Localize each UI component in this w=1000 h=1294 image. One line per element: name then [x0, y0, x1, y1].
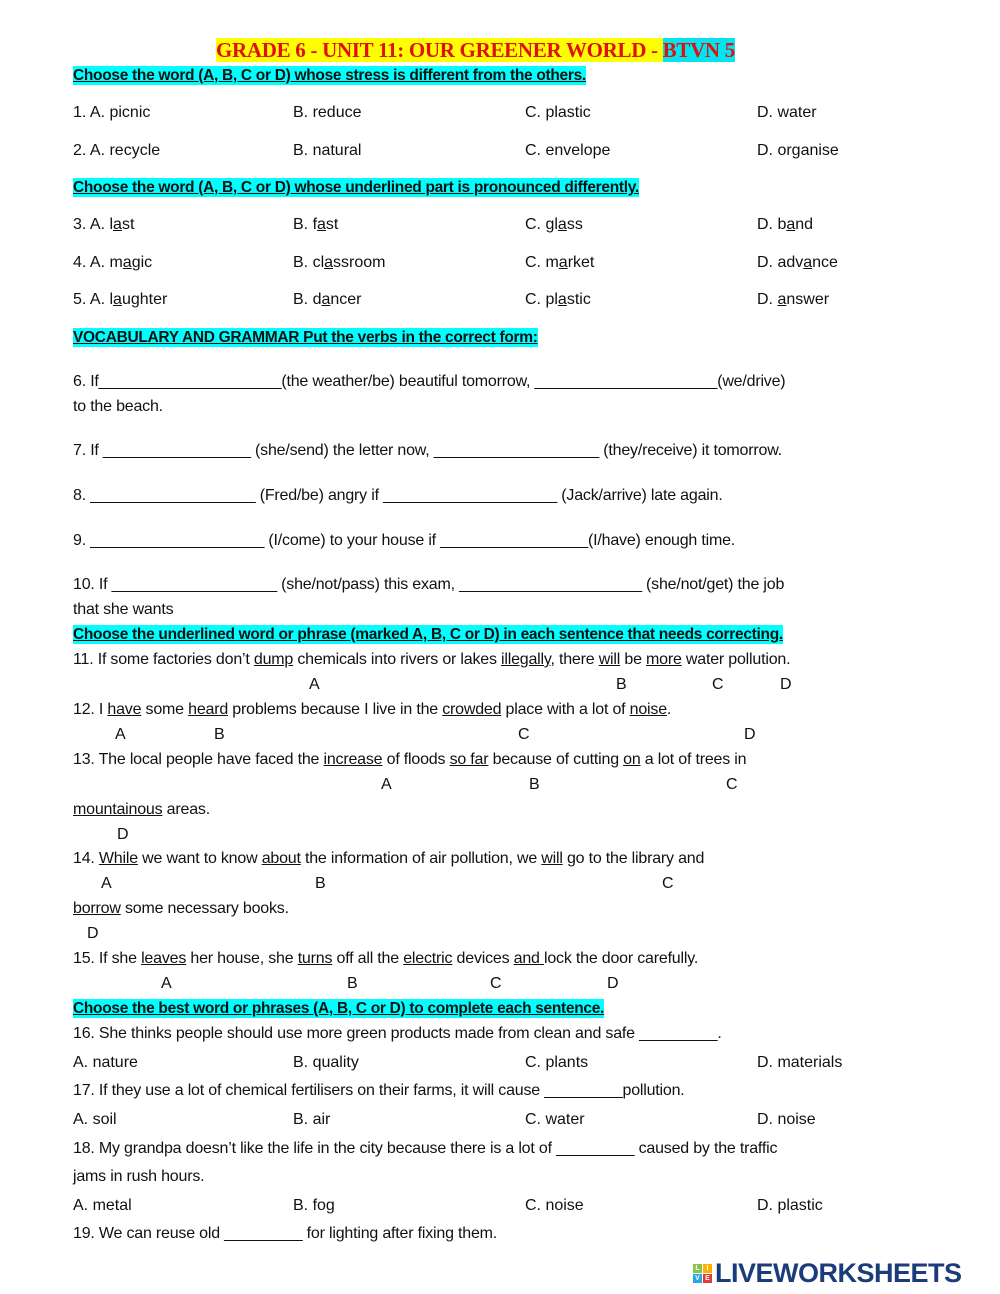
- option: B. quality: [293, 1054, 359, 1071]
- section-heading-error: Choose the underlined word or phrase (marked A, B, C or D) in each sentence that needs correcting.: [73, 626, 783, 643]
- underlined-part: borrow: [73, 900, 121, 917]
- text-part: of floods: [382, 751, 450, 768]
- text-part: chemicals into rivers or lakes: [293, 651, 501, 668]
- text-part: because of cutting: [488, 751, 624, 768]
- text-part: stic: [566, 291, 591, 308]
- underlined-part: a: [113, 291, 122, 308]
- question-13: [73, 750, 746, 770]
- letter-c: C: [518, 726, 530, 743]
- option: [757, 215, 813, 235]
- section-heading-choice: Choose the best word or phrases (A, B, C or D) to complete each sentence.: [73, 1000, 605, 1017]
- text-part: go to the library and: [562, 850, 705, 867]
- letter-c: C: [490, 975, 502, 992]
- text-part: nce: [812, 254, 838, 271]
- text-part: problems because I live in the: [228, 701, 443, 718]
- option: B. fog: [293, 1197, 335, 1214]
- underlined-part: crowded: [442, 701, 502, 718]
- option: D. plastic: [757, 1197, 823, 1214]
- option: [757, 253, 838, 273]
- underlined-part: so far: [449, 751, 489, 768]
- text-part: water pollution.: [681, 651, 791, 668]
- underlined-part: a: [557, 216, 567, 233]
- option: [293, 290, 362, 310]
- option: 2. A. recycle: [73, 142, 161, 159]
- option: [73, 290, 167, 310]
- option: 1. A. picnic: [73, 104, 151, 121]
- liveworksheets-logo: [693, 1258, 962, 1289]
- text-part: D. b: [757, 216, 787, 233]
- option: C. plants: [525, 1054, 589, 1071]
- option: A. nature: [73, 1054, 138, 1071]
- underlined-part: a: [122, 254, 132, 271]
- text-part: .: [666, 701, 672, 718]
- option: D. water: [757, 104, 817, 121]
- text-part: some: [141, 701, 189, 718]
- letter-c: C: [726, 776, 738, 793]
- question-12: [73, 700, 671, 720]
- text-part: lock the door carefully.: [543, 950, 699, 967]
- text-part: ncer: [330, 291, 362, 308]
- option: D. materials: [757, 1054, 843, 1071]
- text-part: ss: [566, 216, 583, 233]
- section-heading-stress: Choose the word (A, B, C or D) whose stress is different from the others.: [73, 67, 586, 84]
- underlined-part: increase: [323, 751, 383, 768]
- option: D. noise: [757, 1111, 816, 1128]
- text-part: 11. If some factories don’t: [73, 651, 254, 668]
- text-part: D. adv: [757, 254, 804, 271]
- letter-a: A: [381, 776, 392, 793]
- option: [293, 215, 338, 235]
- text-part: C. pl: [525, 291, 558, 308]
- question-14-cont: [73, 899, 289, 919]
- option: B. natural: [293, 142, 362, 159]
- option: D. organise: [757, 142, 839, 159]
- question-10-cont: that she wants: [73, 601, 174, 618]
- text-part: place with a lot of: [501, 701, 630, 718]
- question-18-cont: jams in rush hours.: [73, 1168, 205, 1185]
- question-18: 18. My grandpa doesn’t like the life in the city because there is a lot of _________ caused by the traffic: [73, 1140, 778, 1157]
- underlined-part: heard: [188, 701, 229, 718]
- letter-d: D: [780, 676, 792, 693]
- letter-b: B: [616, 676, 627, 693]
- underlined-part: more: [646, 651, 682, 668]
- letter-a: A: [101, 875, 112, 892]
- text-part: we want to know: [137, 850, 262, 867]
- text-part: 14.: [73, 850, 99, 867]
- underlined-part: leaves: [141, 950, 187, 967]
- letter-b: B: [347, 975, 358, 992]
- letter-a: A: [309, 676, 320, 693]
- underlined-part: a: [317, 216, 326, 233]
- underlined-part: a: [113, 216, 122, 233]
- underlined-part: a: [558, 254, 568, 271]
- text-part: rket: [567, 254, 595, 271]
- option: A. metal: [73, 1197, 132, 1214]
- underlined-part: a: [557, 291, 567, 308]
- question-14: [73, 849, 704, 869]
- question-6-cont: to the beach.: [73, 398, 163, 415]
- option: [73, 215, 134, 235]
- underlined-part: a: [777, 291, 787, 308]
- underlined-part: a: [786, 216, 796, 233]
- option: A. soil: [73, 1111, 117, 1128]
- option: [73, 253, 152, 273]
- underlined-part: on: [623, 751, 641, 768]
- letter-a: A: [161, 975, 172, 992]
- question-13-cont: [73, 800, 210, 820]
- option: [293, 253, 385, 273]
- text-part: the information of air pollution, we: [300, 850, 542, 867]
- text-part: ughter: [121, 291, 168, 308]
- tile: E: [703, 1274, 712, 1283]
- letter-d: D: [744, 726, 756, 743]
- letter-b: B: [214, 726, 225, 743]
- text-part: C. m: [525, 254, 559, 271]
- question-16: 16. She thinks people should use more green products made from clean and safe _________.: [73, 1025, 722, 1042]
- text-part: off all the: [332, 950, 404, 967]
- option: C. water: [525, 1111, 585, 1128]
- letter-b: B: [529, 776, 540, 793]
- underlined-part: dump: [253, 651, 294, 668]
- question-6: 6. If_____________________(the weather/be) beautiful tomorrow, _____________________(we/drive): [73, 373, 786, 390]
- underlined-part: noise: [629, 701, 667, 718]
- letter-a: A: [115, 726, 126, 743]
- tile: I: [703, 1264, 712, 1273]
- section-heading-vocabulary: VOCABULARY AND GRAMMAR Put the verbs in the correct form:: [73, 329, 538, 346]
- underlined-part: turns: [297, 950, 333, 967]
- section-heading-pronunciation: Choose the word (A, B, C or D) whose underlined part is pronounced differently.: [73, 179, 639, 196]
- text-part: her house, she: [186, 950, 298, 967]
- underlined-part: have: [107, 701, 142, 718]
- letter-d: D: [87, 925, 99, 942]
- text-part: some necessary books.: [120, 900, 289, 917]
- underlined-part: While: [98, 850, 138, 867]
- text-part: a lot of trees in: [640, 751, 747, 768]
- letter-c: C: [662, 875, 674, 892]
- text-part: be: [620, 651, 647, 668]
- text-part: 5. A. l: [73, 291, 114, 308]
- tile: L: [693, 1264, 702, 1273]
- worksheet-title: [216, 38, 735, 62]
- option: [525, 290, 591, 310]
- underlined-part: and: [513, 950, 544, 967]
- question-8: 8. ___________________ (Fred/be) angry if ____________________ (Jack/arrive) late again.: [73, 487, 723, 504]
- question-17: 17. If they use a lot of chemical fertilisers on their farms, it will cause _________pollution.: [73, 1082, 685, 1099]
- option: B. reduce: [293, 104, 362, 121]
- option: [757, 290, 829, 310]
- text-part: 4. A. m: [73, 254, 123, 271]
- text-part: nd: [795, 216, 814, 233]
- letter-d: D: [117, 826, 129, 843]
- logo-tiles-icon: [693, 1264, 712, 1283]
- text-part: st: [121, 216, 135, 233]
- underlined-part: a: [803, 254, 813, 271]
- text-part: gic: [131, 254, 153, 271]
- underlined-part: about: [261, 850, 301, 867]
- letter-d: D: [607, 975, 619, 992]
- text-part: D.: [757, 291, 778, 308]
- option: C. noise: [525, 1197, 584, 1214]
- question-11: [73, 650, 790, 670]
- letter-b: B: [315, 875, 326, 892]
- text-part: ssroom: [333, 254, 386, 271]
- underlined-part: illegally: [501, 651, 551, 668]
- text-part: 3. A. l: [73, 216, 114, 233]
- question-7: 7. If _________________ (she/send) the letter now, ___________________ (they/receive) it tomorrow.: [73, 442, 782, 459]
- question-10: 10. If ___________________ (she/not/pass) this exam, _____________________ (she/not/get) the job: [73, 576, 785, 593]
- logo-text: LIVEWORKSHEETS: [715, 1258, 962, 1288]
- title-main: GRADE 6 - UNIT 11: OUR GREENER WORLD -: [216, 38, 663, 62]
- option: B. air: [293, 1111, 331, 1128]
- underlined-part: a: [321, 291, 331, 308]
- text-part: nswer: [786, 291, 830, 308]
- title-suffix: BTVN 5: [662, 38, 735, 62]
- option: [525, 215, 583, 235]
- question-9: 9. ____________________ (I/come) to your house if _________________(I/have) enough time.: [73, 532, 736, 549]
- question-19: 19. We can reuse old _________ for lighting after fixing them.: [73, 1225, 498, 1242]
- text-part: 12. I: [73, 701, 108, 718]
- question-15: [73, 949, 698, 969]
- text-part: areas.: [162, 801, 210, 818]
- text-part: C. gl: [525, 216, 558, 233]
- text-part: , there: [550, 651, 599, 668]
- option: [525, 253, 594, 273]
- tile: V: [693, 1274, 702, 1283]
- underlined-part: will: [598, 651, 621, 668]
- text-part: st: [325, 216, 339, 233]
- text-part: 15. If she: [73, 950, 142, 967]
- option: C. plastic: [525, 104, 591, 121]
- underlined-part: electric: [403, 950, 453, 967]
- text-part: devices: [452, 950, 514, 967]
- option: C. envelope: [525, 142, 611, 159]
- underlined-part: mountainous: [73, 801, 163, 818]
- text-part: B. cl: [293, 254, 325, 271]
- text-part: 13. The local people have faced the: [73, 751, 324, 768]
- letter-c: C: [712, 676, 724, 693]
- text-part: B. d: [293, 291, 322, 308]
- text-part: B. f: [293, 216, 318, 233]
- underlined-part: a: [324, 254, 334, 271]
- underlined-part: will: [541, 850, 563, 867]
